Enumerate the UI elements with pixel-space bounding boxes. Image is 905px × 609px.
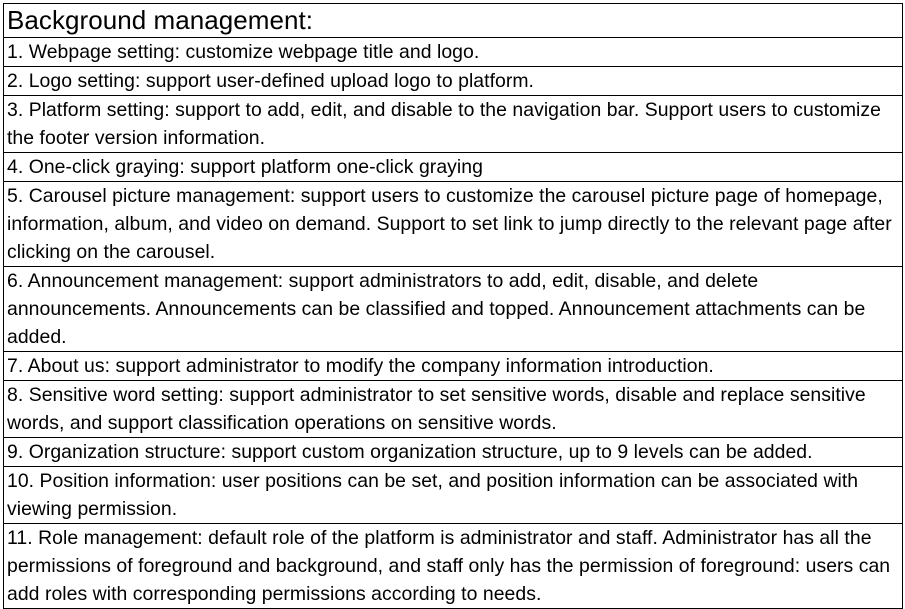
feature-table	[3, 3, 903, 609]
feature-item-logo-setting: 2. Logo setting: support user-defined upload logo to platform.	[4, 67, 903, 96]
table-row	[4, 381, 903, 438]
table-title: Background management:	[4, 4, 903, 38]
feature-item-position-information: 10. Position information: user positions can be set, and position information can be associated with viewing permission.	[4, 467, 903, 524]
feature-item-carousel-management: 5. Carousel picture management: support users to customize the carousel picture page of homepage, information, album, and video on demand. Support to set link to jump directly to the relevant page after clicking on the carousel.	[4, 182, 903, 267]
feature-item-organization-structure: 9. Organization structure: support custom organization structure, up to 9 levels can be added.	[4, 438, 903, 467]
table-header-row	[4, 4, 903, 38]
feature-item-about-us: 7. About us: support administrator to modify the company information introduction.	[4, 352, 903, 381]
table-row	[4, 267, 903, 352]
table-row	[4, 38, 903, 67]
feature-item-sensitive-word-setting: 8. Sensitive word setting: support administrator to set sensitive words, disable and replace sensitive words, and support classification operations on sensitive words.	[4, 381, 903, 438]
table-row	[4, 467, 903, 524]
feature-item-one-click-graying: 4. One-click graying: support platform one-click graying	[4, 153, 903, 182]
feature-item-role-management: 11. Role management: default role of the platform is administrator and staff. Administrator has all the permissions of foreground and background, and staff only has the permission of foreground: users can add roles with corresponding permissions according to needs.	[4, 524, 903, 609]
feature-item-webpage-setting: 1. Webpage setting: customize webpage title and logo.	[4, 38, 903, 67]
table-row	[4, 524, 903, 609]
table-row	[4, 67, 903, 96]
table-row	[4, 182, 903, 267]
feature-item-platform-setting: 3. Platform setting: support to add, edit, and disable to the navigation bar. Support users to customize the footer version information.	[4, 96, 903, 153]
table-row	[4, 352, 903, 381]
feature-item-announcement-management: 6. Announcement management: support administrators to add, edit, disable, and delete announcements. Announcements can be classified and topped. Announcement attachments can be added.	[4, 267, 903, 352]
table-row	[4, 438, 903, 467]
table-row	[4, 153, 903, 182]
table-row	[4, 96, 903, 153]
